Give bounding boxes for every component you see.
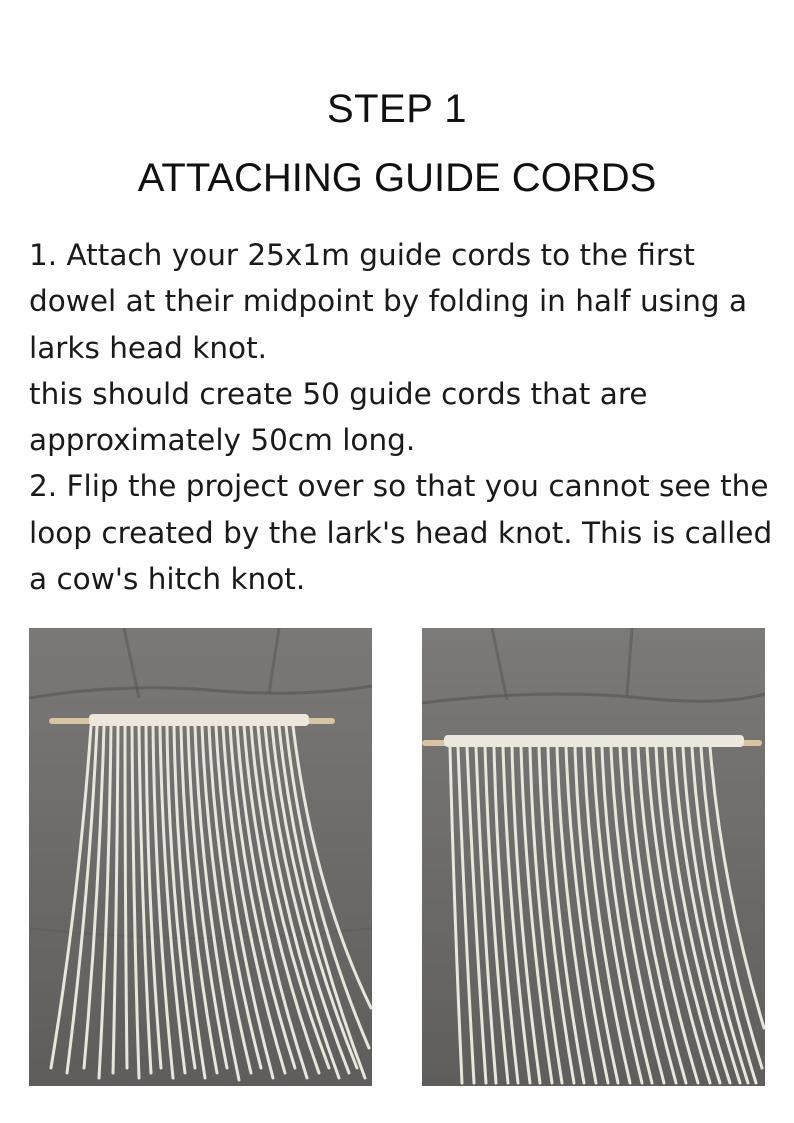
larks-head-photo-illustration bbox=[29, 628, 372, 1086]
instruction-step-1: 1. Attach your 25x1m guide cords to the first dowel at their midpoint by folding in half using a larks head knot. bbox=[29, 238, 757, 365]
instruction-note: this should create 50 guide cords that are approximately 50cm long. bbox=[29, 376, 657, 458]
section-title: ATTACHING GUIDE CORDS bbox=[137, 156, 657, 200]
cows-hitch-photo-illustration bbox=[422, 628, 765, 1086]
instruction-step-2: 2. Flip the project over so that you cannot see the loop created by the lark's head knot. This is called a cow's hitch knot. bbox=[29, 469, 782, 597]
instructions-text bbox=[29, 232, 782, 602]
photo-larks-head-knots bbox=[29, 628, 372, 1086]
step-title: STEP 1 bbox=[326, 87, 468, 131]
photo-cows-hitch-knots bbox=[422, 628, 765, 1086]
